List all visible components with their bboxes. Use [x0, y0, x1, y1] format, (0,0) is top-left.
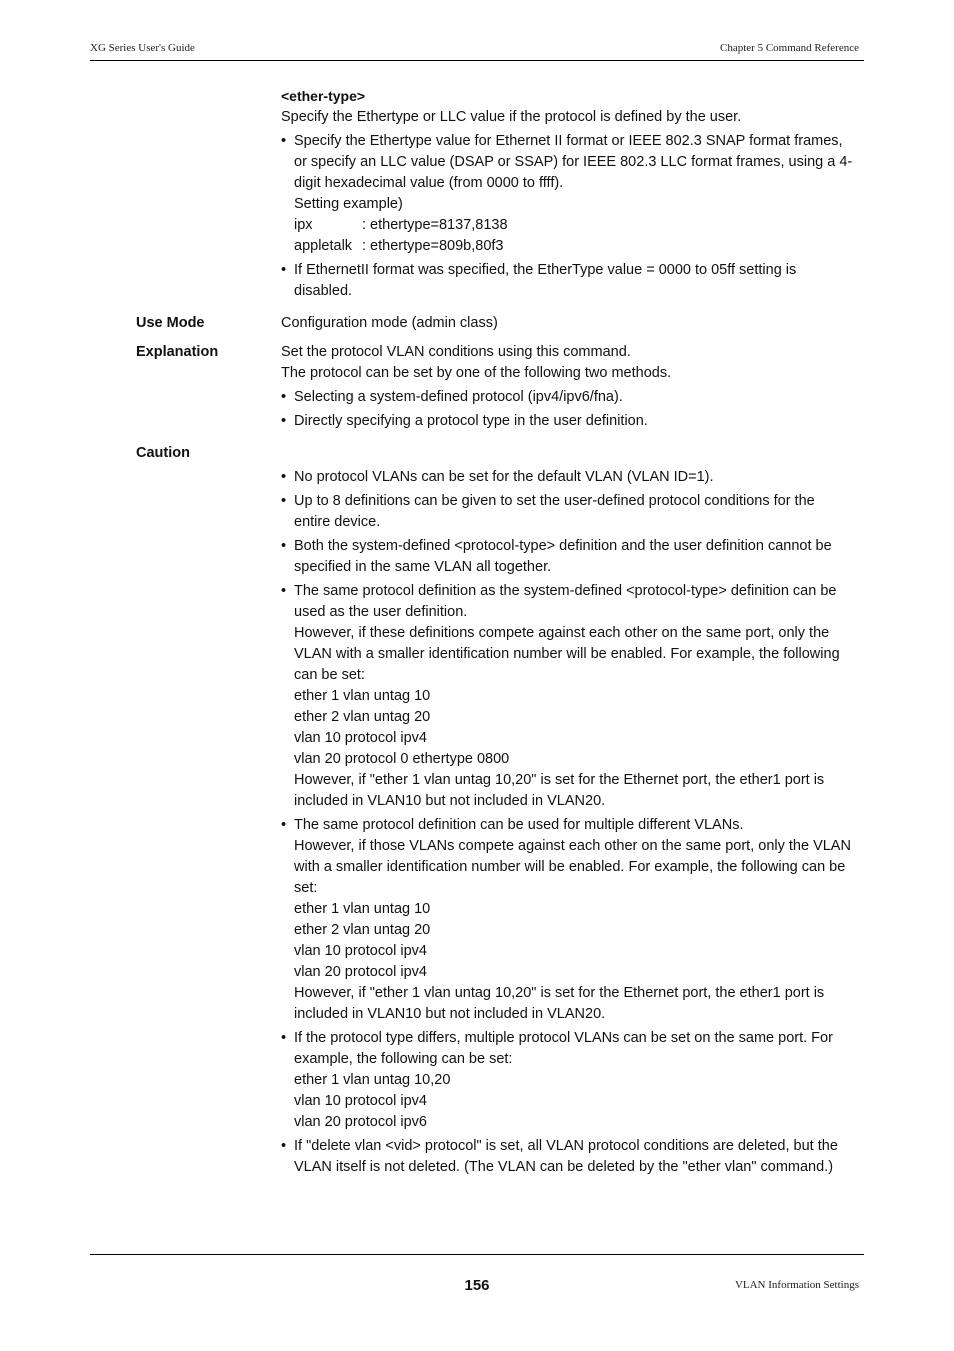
list-item: • No protocol VLANs can be set for the default VLAN (VLAN ID=1).: [281, 467, 866, 488]
explanation-line: Set the protocol VLAN conditions using this command.: [281, 344, 631, 360]
list-item: • Directly specifying a protocol type in the user definition.: [281, 411, 866, 432]
setting-example-appletalk: appletalk : ethertype=809b,80f3: [294, 238, 504, 254]
explanation-line: The protocol can be set by one of the following two methods.: [281, 365, 672, 381]
page-content: [136, 86, 866, 1189]
ether-type-intro: Specify the Ethertype or LLC value if the protocol is defined by the user.: [281, 109, 742, 125]
ether-type-title: <ether-type>: [281, 88, 366, 104]
explanation-label: Explanation: [136, 344, 219, 360]
running-footer-right: VLAN Information Settings: [734, 1279, 859, 1291]
caution-section: [136, 443, 866, 1181]
list-item: • If EthernetII format was specified, the EtherType value = 0000 to 05ff setting is disabled.: [281, 260, 866, 302]
list-item: • Up to 8 definitions can be given to set the user-defined protocol conditions for the entire device.: [281, 491, 866, 533]
running-header-right: Chapter 5 Command Reference: [720, 42, 859, 54]
footer-rule: [90, 1254, 864, 1255]
setting-example-ipx: ipx : ethertype=8137,8138: [294, 217, 508, 233]
use-mode-text: Configuration mode (admin class): [281, 315, 498, 331]
explanation-list: [281, 387, 866, 432]
explanation-section: [136, 342, 866, 435]
use-mode-section: [136, 313, 866, 334]
list-item: • If "delete vlan <vid> protocol" is set, all VLAN protocol conditions are deleted, but the VLAN itself is not deleted. (The VLAN can be deleted by the "ether vlan" command.): [281, 1136, 866, 1178]
ether-type-list: [281, 131, 866, 302]
page-number: 156: [464, 1277, 490, 1294]
list-item: • Both the system-defined <protocol-type> definition and the user definition cannot be specified in the same VLAN all together.: [281, 536, 866, 578]
header-rule: [90, 60, 864, 61]
running-header-left: XG Series User's Guide: [90, 42, 195, 54]
list-item: • Specify the Ethertype value for Ethernet II format or IEEE 802.3 SNAP format frames, or specify an LLC value (DSAP or SSAP) for IEEE 802.3 LLC format frames, using a 4- digit hexadecimal value (from 0000 to ffff). Setting example) ipx : ethertype=8137,8138 appletalk : ethertype=809b,80f3: [281, 131, 866, 257]
list-item: • Selecting a system-defined protocol (ipv4/ipv6/fna).: [281, 387, 866, 408]
caution-label: Caution: [136, 445, 190, 461]
use-mode-label: Use Mode: [136, 315, 205, 331]
list-item: • If the protocol type differs, multiple protocol VLANs can be set on the same port. For example, the following can be set: ether 1 vlan untag 10,20 vlan 10 protocol ipv4 vlan 20 protocol ipv6: [281, 1028, 866, 1133]
ether-type-section: [136, 86, 866, 305]
caution-list: [281, 467, 866, 1178]
list-item: • The same protocol definition can be used for multiple different VLANs. However, if those VLANs compete against each other on the same port, only the VLAN with a smaller identification number will be enabled. For example, the following can be set: ether 1 vlan untag 10 ether 2 vlan untag 20 vlan 10 protocol ipv4 vlan 20 protocol ipv4 However, if "ether 1 vlan untag 10,20" is set for the Ethernet port, the ether1 port is included in VLAN10 but not included in VLAN20.: [281, 815, 866, 1025]
list-item: • The same protocol definition as the system-defined <protocol-type> definition can be used as the user definition. However, if these definitions compete against each other on the same port, only the VLAN with a smaller identification number will be enabled. For example, the following can be set: ether 1 vlan untag 10 ether 2 vlan untag 20 vlan 10 protocol ipv4 vlan 20 protocol 0 ethertype 0800 However, if "ether 1 vlan untag 10,20" is set for the Ethernet port, the ether1 port is included in VLAN10 but not included in VLAN20.: [281, 581, 866, 812]
